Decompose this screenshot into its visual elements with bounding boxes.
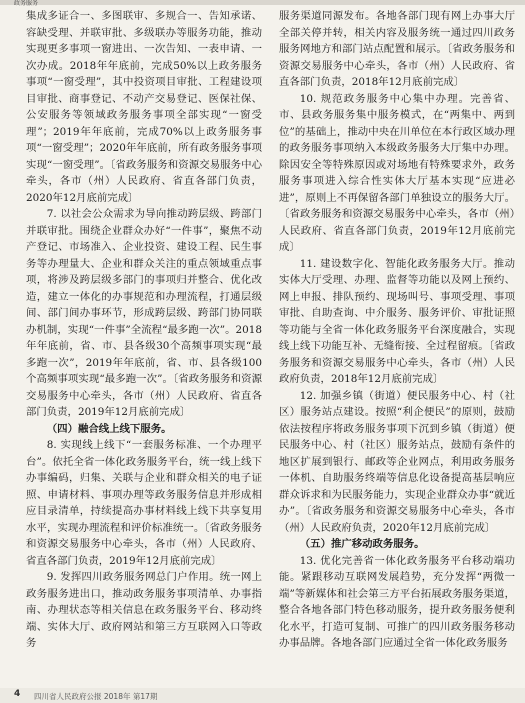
- right-paragraph-continuation: 服务渠道同源发布。各地各部门现有网上办事大厅全部关停并转，相关内容及服务统一通过四川政务服务网地方和部门站点配置和展示。〔省政务服务和资源交易服务中心牵头，各市（州）人民政府、省直各部门负责，2018年12月底前完成〕: [279, 10, 515, 88]
- right-paragraph-item-12: 12. 加强乡镇（街道）便民服务中心、村（社区）服务站点建设。按照“利企便民”的原则，鼓励依法按程序将政务服务事项下沉到乡镇（街道）便民服务中心、村（社区）服务站点，鼓励有条件的地区扩展到银行、邮政等企业网点，利用政务服务一体机、自助服务终端等信息化设备提高基层响应群众诉求和为民服务能力，实现企业群众办事“就近办”。〔省政务服务和资源交易服务中心牵头，各市（州）人民政府负责，2020年12月底前完成〕: [279, 389, 515, 534]
- section-heading-5: （五）推广移动政务服务。: [299, 538, 425, 550]
- section-heading-4: （四）融合线上线下服务。: [46, 422, 172, 435]
- page-number: 4: [14, 689, 21, 699]
- left-paragraph-item-7: 7. 以社会公众需求为导向推动跨层级、跨部门并联审批。围绕企业群众办好“一件事”，聚焦不动产登记、市场准入、企业投资、建设工程、民生事务等办理量大、企业和群众关注的重点领域重点事项，将涉及跨层级多部门的事项归并整合、优化改造，建立一体化的办事规范和办理流程，打通层级间、部门间办事环节，形成跨层级、跨部门协同联办机制，实现“一件事”全流程“最多跑一次”。2018年年底前，省、市、县各级30个高频事项实现“最多跑一次”，2019年年底前，省、市、县各级100个高频事项实现“最多跑一次”。〔省政务服务和资源交易服务中心牵头，各市（州）人民政府、省直各部门负责，2019年12月底前完成〕: [26, 208, 262, 418]
- right-paragraph-item-13: 13. 优化完善省一体化政务服务平台移动端功能。紧跟移动互联网发展趋势，充分发挥“两微一端”等新媒体和社会第三方平台拓展政务服务渠道，整合各地各部门特色移动服务，提升政务服务便利化水平，打造可复制、可推广的四川政务服务移动办事品牌。各地各部门应通过全省一体化政务服务: [279, 554, 515, 649]
- page-top-strip: [0, 0, 525, 5]
- left-column: [26, 8, 262, 676]
- publication-info: 四川省人民政府公报 2018年 第17期: [34, 692, 158, 701]
- right-paragraph-item-11: 11. 建设数字化、智能化政务服务大厅。推动实体大厅受理、办理、监督等功能以及网上预约、网上申报、排队预约、现场叫号、事项受理、事项审批、自助查询、中介服务、服务评价、审批证照等功能与全省一体化政务服务平台深度融合，实现线上线下功能互补、无缝衔接、全过程留痕。〔省政务服务和资源交易服务中心牵头，各市（州）人民政府负责，2018年12月底前完成〕: [279, 257, 515, 385]
- right-column: [279, 8, 515, 676]
- right-paragraph-item-10: 10. 规范政务服务中心集中办理。完善省、市、县政务服务集中服务模式，在“两集中、两到位”的基础上，推动中央在川单位在本行政区域办理的政务服务事项纳入本级政务服务大厅集中办理。除因安全等特殊原因或对场地有特殊要求外，政务服务事项进入综合性实体大厅基本实现“应进必进”，原则上不再保留各部门单独设立的服务大厅。〔省政务服务和资源交易服务中心牵头，各市（州）人民政府、省直各部门负责，2019年12月底前完成〕: [279, 92, 515, 253]
- page-footer: [0, 688, 525, 703]
- left-paragraph-continuation: 集成多证合一、多图联审、多规合一、告知承诺、容缺受理、并联审批、多级联办等服务功能，推动实现更多事项一窗进出、一次告知、一表申请、一次办成。2018年年底前，完成50%以上政务服务事项“一窗受理”，其中投资项目审批、工程建设项目审批、商事登记、不动产交易登记、医保社保、公安服务等领域政务服务事项全部实现“一窗受理”；2019年年底前，完成70%以上政务服务事项“一窗受理”；2020年年底前，所有政务服务事项实现“一窗受理”。〔省政务服务和资源交易服务中心牵头，各市（州）人民政府、省直各部门负责，2020年12月底前完成〕: [26, 10, 262, 204]
- column-divider: [268, 10, 269, 670]
- running-title: 政务服务: [14, 0, 39, 7]
- left-paragraph-item-8: 8. 实现线上线下“一套服务标准、一个办理平台”。依托全省一体化政务服务平台，统一线上线下办事编码，归集、关联与企业和群众相关的电子证照、申请材料、事项办理等政务服务信息并形成相应目录清单，持续提高办事材料线上线下共享复用水平，实现办理流程和评价标准统一。〔省政务服务和资源交易服务中心牵头，各市（州）人民政府、省直各部门负责，2019年12月底前完成〕: [26, 439, 262, 567]
- left-paragraph-item-9: 9. 发挥四川政务服务网总门户作用。统一网上政务服务进出口，推动政务服务事项清单、办事指南、办理状态等相关信息在政务服务平台、移动终端、实体大厅、政府网站和第三方互联网入口等政务: [26, 571, 262, 649]
